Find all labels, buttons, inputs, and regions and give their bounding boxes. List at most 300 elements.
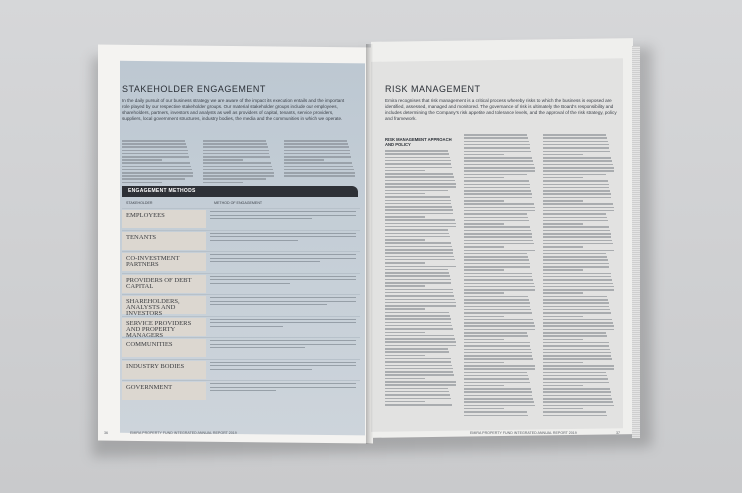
text-line [543,187,609,189]
text-line [543,382,609,384]
page-title-right: RISK MANAGEMENT [385,84,481,94]
table-row [122,380,360,402]
text-line [122,169,192,171]
text-line [543,259,608,261]
footer-right: EMIRA PROPERTY FUND INTEGRATED ANNUAL REPORT 2019 [470,431,577,435]
text-line [284,159,324,161]
text-line [464,154,504,156]
text-line [385,213,453,215]
text-line [385,378,425,380]
text-line [385,186,456,188]
text-line [543,292,583,294]
text-line [122,182,162,184]
text-line [543,184,609,186]
text-line [385,374,454,376]
text-line [464,193,532,195]
text-line [203,166,272,168]
method-text [210,276,356,287]
text-line [464,415,528,417]
text-line [122,178,185,180]
text-line [464,368,535,370]
method-text [210,362,356,373]
text-line [385,401,425,403]
text-line [464,147,530,149]
text-line [385,206,452,208]
text-line [385,341,456,343]
text-line [385,285,425,287]
text-line [464,253,527,255]
text-line [464,352,532,354]
section-subhead: RISK MANAGEMENT APPROACH AND POLICY [385,137,452,147]
text-line [464,398,533,400]
text-line [464,184,530,186]
text-line [464,342,530,344]
stakeholder-name: GOVERNMENT [126,384,173,391]
text-line [464,339,504,341]
text-line [385,404,452,406]
text-line [385,153,449,155]
text-line [122,146,187,148]
text-line [543,378,608,380]
text-line [464,256,528,258]
text-line [543,243,613,245]
text-line [543,246,583,248]
text-line [385,398,451,400]
text-line [385,371,453,373]
text-line [284,143,348,145]
text-line [464,279,533,281]
text-line [464,302,530,304]
text-line [543,213,606,215]
text-line [464,319,533,321]
text-line [385,279,451,281]
method-text [210,211,356,222]
text-line [385,256,454,258]
text-line [385,365,452,367]
book-spine [366,44,378,444]
text-line [543,415,607,417]
text-line [543,250,614,252]
text-line [543,372,606,374]
text-line [543,289,614,291]
text-line [385,358,451,360]
text-line [385,312,449,314]
text-line [543,358,612,360]
text-line [543,401,613,403]
text-line [284,150,350,152]
text-line [122,175,193,177]
text-line [385,223,456,225]
text-line [203,156,270,158]
text-line [464,405,535,407]
text-line [543,408,583,410]
text-line [385,160,451,162]
table-row [122,273,360,295]
text-line [464,207,535,209]
table-row [122,316,360,338]
text-line [385,229,448,231]
text-line [385,391,449,393]
table-row [122,208,360,230]
stakeholder-name: SHAREHOLDERS, ANALYSTS AND INVESTORS [126,298,180,318]
text-line [543,266,609,268]
text-line [464,306,530,308]
text-line [464,240,533,242]
text-line [385,368,453,370]
text-line [284,172,355,174]
text-line [385,275,450,277]
text-line [385,242,451,244]
text-line [464,289,535,291]
text-line [543,137,607,139]
text-line [464,276,532,278]
text-line [385,269,448,271]
text-line [464,292,504,294]
method-text [210,233,356,244]
text-line [464,137,528,139]
text-line [543,141,608,143]
stakeholder-name: INDUSTRY BODIES [126,362,185,370]
text-line [464,177,504,179]
text-line [385,384,456,386]
stakeholder-name: EMPLOYEES [126,212,165,219]
text-line [385,180,455,182]
text-line [464,144,530,146]
text-line [203,178,266,180]
text-line [464,266,530,268]
text-line [543,273,611,275]
text-line [385,338,455,340]
page-number-right: 37 [616,431,620,435]
text-line [543,322,613,324]
text-line [385,381,456,383]
text-line [543,154,583,156]
text-line [543,286,614,288]
text-line [464,160,533,162]
text-line [385,216,425,218]
text-line [543,385,583,387]
text-line [464,250,535,252]
text-line [543,207,614,209]
text-line [385,318,451,320]
text-line [122,140,185,142]
engagement-methods-header [122,186,358,197]
text-line [464,243,534,245]
text-line [543,329,614,331]
text-line [543,411,606,413]
text-line [284,140,347,142]
intro-paragraph-right: Emira recognises that risk management is a critical process whereby risks to which the business is exposed are identified, assessed, managed and monitored. The governance of risk is ultimately the Board's responsibility and includes determining the Company's risk appetite and tolerance levels, and the approval of the risk strategy, policy and framework. [385,98,617,121]
text-line [543,352,611,354]
text-line [543,296,607,298]
text-line [284,175,355,177]
text-line [543,309,610,311]
text-line [464,236,532,238]
text-line [464,385,504,387]
text-line [122,166,191,168]
text-line [385,183,456,185]
text-line [385,388,448,390]
text-line [543,240,612,242]
page-title: STAKEHOLDER ENGAGEMENT [122,84,266,94]
text-line [543,190,610,192]
text-line [464,362,504,364]
text-line [385,259,455,261]
table-row [122,230,360,252]
text-line [385,328,453,330]
table-row [122,337,360,359]
text-line [203,169,273,171]
text-line [385,196,450,198]
text-line [203,182,243,184]
text-line [464,190,531,192]
text-line [122,150,188,152]
text-line [543,269,583,271]
text-line [385,272,449,274]
text-line [464,157,532,159]
text-line [385,262,425,264]
text-line [543,167,614,169]
text-line [464,197,532,199]
text-line [385,348,448,350]
text-line [543,164,613,166]
text-line [464,233,532,235]
col-header-method: METHOD OF ENGAGEMENT [214,201,263,205]
text-line [385,295,454,297]
table-row [122,359,360,381]
text-line [543,312,611,314]
text-line [543,170,614,172]
text-line [385,305,456,307]
text-line [385,236,450,238]
text-line [543,200,583,202]
text-line [464,223,504,225]
text-line [464,312,532,314]
text-line [543,365,614,367]
text-line [464,230,531,232]
text-line [122,159,162,161]
text-line [543,230,610,232]
text-line [385,226,456,228]
text-line [543,157,611,159]
text-line [543,220,608,222]
text-line [543,226,609,228]
text-line [464,299,529,301]
text-line [543,388,610,390]
text-line [543,319,612,321]
text-line [464,335,528,337]
text-line [203,140,266,142]
text-line [543,398,612,400]
text-line [122,153,188,155]
stakeholder-name: PROVIDERS OF DEBT CAPITAL [126,276,192,290]
text-line [385,252,453,254]
text-line [543,395,611,397]
text-line [464,325,535,327]
text-line [203,159,243,161]
text-line [385,282,451,284]
text-line [543,134,606,136]
text-line [464,200,504,202]
text-line [385,289,453,291]
text-line [543,339,583,341]
text-line [543,144,609,146]
text-line [385,361,451,363]
text-line [464,358,533,360]
text-line [203,153,269,155]
text-line [385,308,425,310]
text-line [464,259,529,261]
text-line [203,143,267,145]
text-line [385,246,452,248]
text-line [284,156,351,158]
text-line [464,408,504,410]
method-text [210,383,356,394]
text-line [464,187,530,189]
text-line [385,190,448,192]
text-line [464,345,530,347]
text-line [122,143,186,145]
text-line [464,151,531,153]
intro-paragraph: In the daily pursuit of our business strategy we are aware of the impact its execution entails and the important role played by our respective stakeholder groups. Our material stakeholder groups include our employees, shareholders, partners, investors and analysts as well as providers of capital, tenants, service providers, suppliers, local government structures, industry bodies, the media and the communities in which we operate. [122,98,345,121]
text-line [464,174,527,176]
method-text [210,340,356,351]
text-line [464,355,532,357]
text-line [543,256,607,258]
text-line [543,316,583,318]
text-line [284,169,354,171]
text-line [464,286,535,288]
engagement-table [122,199,360,402]
table-row [122,294,360,316]
text-line [464,332,527,334]
text-line [543,147,609,149]
text-line [385,167,452,169]
text-line [464,411,527,413]
text-line [464,134,527,136]
text-line [385,157,450,159]
page-number-left: 36 [104,431,108,435]
text-line [543,236,611,238]
text-line [543,342,609,344]
stakeholder-name: CO-INVESTMENT PARTNERS [126,255,180,269]
text-line [464,246,504,248]
text-line [385,233,449,235]
text-line [464,269,504,271]
text-line [385,355,425,357]
method-text [210,254,356,265]
text-line [464,220,529,222]
text-line [464,210,535,212]
text-line [464,372,527,374]
text-line [543,253,606,255]
text-line [543,180,608,182]
text-line [203,162,271,164]
text-line [464,213,527,215]
text-line [464,391,532,393]
text-line [385,266,456,268]
text-line [464,273,532,275]
text-line [385,203,451,205]
text-line [464,378,529,380]
text-line [543,177,583,179]
text-line [385,332,425,334]
text-line [543,193,611,195]
text-line [543,332,606,334]
text-line [543,210,614,212]
text-line [385,292,453,294]
text-line [203,146,268,148]
text-line [464,226,530,228]
text-line [543,391,611,393]
text-line [543,349,610,351]
text-line [543,368,614,370]
text-line [385,239,425,241]
text-line [284,166,353,168]
text-line [385,299,455,301]
text-line [464,375,528,377]
text-line [464,309,531,311]
text-line [385,219,455,221]
text-line [284,146,349,148]
text-line [543,306,609,308]
text-line [385,176,454,178]
text-line [122,172,193,174]
text-line [203,150,269,152]
text-line [385,209,453,211]
text-line [464,203,534,205]
text-line [464,349,531,351]
text-line [284,162,352,164]
text-line [385,325,452,327]
text-line [543,335,607,337]
col-header-stakeholder: STAKEHOLDER [126,201,153,205]
text-line [464,365,535,367]
text-line [543,355,611,357]
text-line [464,329,535,331]
text-line [543,263,609,265]
engagement-methods-title: ENGAGEMENT METHODS [128,188,196,194]
text-line [543,276,611,278]
text-line [385,315,450,317]
text-line [464,170,535,172]
method-text [210,319,356,330]
text-line [464,217,528,219]
text-line [464,316,504,318]
text-line [543,302,609,304]
text-line [543,362,583,364]
stakeholder-name: SERVICE PROVIDERS AND PROPERTY MANAGERS [126,319,192,339]
table-header [122,199,360,208]
stakeholder-name: COMMUNITIES [126,341,173,348]
text-line [543,233,611,235]
stakeholder-name: TENANTS [126,233,157,241]
text-line [464,180,529,182]
footer-left: EMIRA PROPERTY FUND INTEGRATED ANNUAL REPORT 2019 [130,431,237,435]
text-line [385,170,425,172]
text-line [122,162,190,164]
text-line [464,322,534,324]
text-line [385,150,448,152]
text-line [543,299,608,301]
text-line [543,345,609,347]
text-line [464,296,528,298]
text-line [122,156,189,158]
text-line [543,325,614,327]
text-line [464,395,532,397]
table-row [122,251,360,273]
text-line [385,322,451,324]
